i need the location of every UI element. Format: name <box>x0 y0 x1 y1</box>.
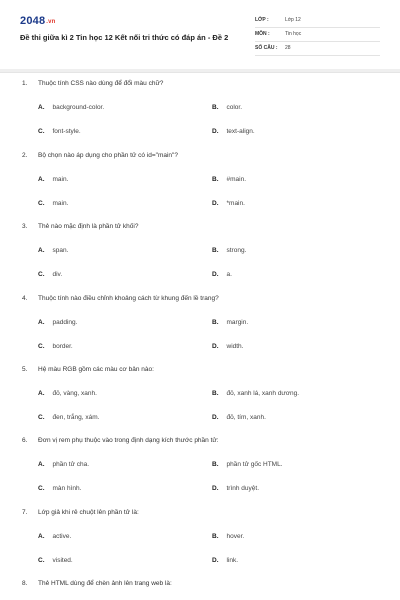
option-d[interactable] <box>212 485 259 492</box>
question-number: 1. <box>22 80 28 87</box>
option-a[interactable] <box>38 104 104 111</box>
option-b[interactable] <box>212 319 248 326</box>
question-line <box>0 223 400 235</box>
option-text: text-align. <box>226 128 255 135</box>
question-number: 8. <box>22 580 28 587</box>
logo-text: 2048 <box>20 15 46 27</box>
option-text: #main. <box>226 176 247 183</box>
option-letter: A. <box>38 533 45 540</box>
question-text: Thẻ nào mặc định là phần tử khối? <box>38 223 139 230</box>
option-text: đỏ, tím, xanh. <box>226 414 266 421</box>
question-text: Hệ màu RGB gồm các màu cơ bản nào: <box>38 366 154 373</box>
option-letter: B. <box>212 104 219 111</box>
option-letter: B. <box>212 533 219 540</box>
exam-title: Đề thi giữa kì 2 Tin học 12 Kết nối tri thức có đáp án - Đề 2 <box>20 33 229 42</box>
option-text: background-color. <box>52 104 105 111</box>
question-text: Đơn vị rem phụ thuộc vào trong định dạng kích thước phần tử: <box>38 437 219 444</box>
option-b[interactable] <box>212 247 246 254</box>
option-row <box>0 128 400 140</box>
option-text: link. <box>226 557 239 564</box>
option-letter: A. <box>38 390 45 397</box>
option-c[interactable] <box>38 414 99 421</box>
option-letter: B. <box>212 319 219 326</box>
question-line <box>0 295 400 307</box>
option-text: phần tử gốc HTML. <box>226 461 283 468</box>
option-a[interactable] <box>38 247 68 254</box>
option-text: main. <box>52 176 69 183</box>
option-text: màn hình. <box>52 485 82 492</box>
option-a[interactable] <box>38 390 97 397</box>
question-line <box>0 437 400 449</box>
option-c[interactable] <box>38 200 68 207</box>
option-row <box>0 414 400 426</box>
option-d[interactable] <box>212 343 243 350</box>
question-6 <box>0 437 400 497</box>
option-letter: B. <box>212 176 219 183</box>
option-text: đỏ, xanh lá, xanh dương. <box>226 390 300 397</box>
option-letter: D. <box>212 343 219 350</box>
option-row <box>0 200 400 212</box>
question-text: Thuộc tính nào điều chỉnh khoảng cách từ khung đến lề trang? <box>38 295 219 302</box>
option-c[interactable] <box>38 485 81 492</box>
question-text: Thẻ HTML dùng để chèn ảnh lên trang web là: <box>38 580 172 587</box>
question-number: 2. <box>22 152 28 159</box>
option-d[interactable] <box>212 128 255 135</box>
option-text: a. <box>226 271 232 278</box>
option-text: strong. <box>226 247 247 254</box>
option-letter: B. <box>212 390 219 397</box>
site-logo[interactable] <box>20 15 56 27</box>
question-1 <box>0 80 400 140</box>
option-row <box>0 461 400 473</box>
question-line <box>0 80 400 92</box>
option-row <box>0 343 400 355</box>
option-letter: C. <box>38 200 45 207</box>
option-d[interactable] <box>212 414 266 421</box>
option-row <box>0 557 400 569</box>
question-2 <box>0 152 400 212</box>
option-letter: D. <box>212 128 219 135</box>
question-7 <box>0 509 400 569</box>
option-letter: C. <box>38 128 45 135</box>
meta-value: 28 <box>285 45 291 51</box>
option-text: hover. <box>226 533 245 540</box>
meta-question-count <box>255 42 380 56</box>
question-3 <box>0 223 400 283</box>
meta-value: Lớp 12 <box>285 17 301 23</box>
option-row <box>0 319 400 331</box>
option-text: padding. <box>52 319 78 326</box>
option-d[interactable] <box>212 271 232 278</box>
option-text: main. <box>52 200 69 207</box>
meta-value: Tin học <box>285 31 302 37</box>
option-b[interactable] <box>212 461 283 468</box>
option-letter: B. <box>212 461 219 468</box>
option-text: margin. <box>226 319 249 326</box>
option-letter: D. <box>212 414 219 421</box>
page-header <box>0 0 400 72</box>
header-divider <box>0 69 400 73</box>
option-row <box>0 485 400 497</box>
option-letter: D. <box>212 485 219 492</box>
question-text: Bộ chọn nào áp dụng cho phần tử có id="main"? <box>38 152 178 159</box>
question-number: 3. <box>22 223 28 230</box>
option-letter: A. <box>38 461 45 468</box>
option-c[interactable] <box>38 343 73 350</box>
option-text: phần tử cha. <box>52 461 90 468</box>
option-letter: A. <box>38 319 45 326</box>
logo-suffix: .vn <box>46 19 56 25</box>
question-line <box>0 152 400 164</box>
option-text: active. <box>52 533 72 540</box>
option-a[interactable] <box>38 319 77 326</box>
option-text: width. <box>226 343 244 350</box>
option-c[interactable] <box>38 557 73 564</box>
option-c[interactable] <box>38 271 62 278</box>
option-letter: B. <box>212 247 219 254</box>
option-letter: C. <box>38 343 45 350</box>
question-number: 5. <box>22 366 28 373</box>
option-row <box>0 176 400 188</box>
question-line <box>0 580 400 592</box>
option-letter: A. <box>38 247 45 254</box>
option-letter: D. <box>212 271 219 278</box>
option-text: div. <box>52 271 63 278</box>
option-b[interactable] <box>212 390 299 397</box>
option-text: font-style. <box>52 128 81 135</box>
option-b[interactable] <box>212 104 242 111</box>
option-a[interactable] <box>38 176 68 183</box>
meta-subject <box>255 28 380 42</box>
option-letter: A. <box>38 104 45 111</box>
question-4 <box>0 295 400 355</box>
meta-key: SỐ CÂU : <box>255 45 278 51</box>
question-text: Thuộc tính CSS nào dùng để đổi màu chữ? <box>38 80 164 87</box>
option-text: đỏ, vàng, xanh. <box>52 390 97 397</box>
question-number: 4. <box>22 295 28 302</box>
meta-key: LỚP : <box>255 17 269 23</box>
option-row <box>0 533 400 545</box>
option-letter: C. <box>38 414 45 421</box>
option-letter: D. <box>212 200 219 207</box>
option-row <box>0 104 400 116</box>
option-text: visited. <box>52 557 73 564</box>
option-d[interactable] <box>212 557 238 564</box>
option-text: *main. <box>226 200 245 207</box>
option-text: trình duyệt. <box>226 485 260 492</box>
question-number: 7. <box>22 509 28 516</box>
option-letter: D. <box>212 557 219 564</box>
question-line <box>0 366 400 378</box>
option-text: span. <box>52 247 69 254</box>
option-letter: C. <box>38 271 45 278</box>
option-letter: C. <box>38 485 45 492</box>
option-b[interactable] <box>212 533 244 540</box>
option-row <box>0 247 400 259</box>
option-letter: A. <box>38 176 45 183</box>
question-5 <box>0 366 400 426</box>
option-letter: C. <box>38 557 45 564</box>
question-number: 6. <box>22 437 28 444</box>
question-line <box>0 509 400 521</box>
meta-key: MÔN : <box>255 31 270 37</box>
option-a[interactable] <box>38 533 71 540</box>
option-row <box>0 390 400 402</box>
meta-class <box>255 14 380 28</box>
option-text: color. <box>226 104 243 111</box>
option-text: đen, trắng, xám. <box>52 414 100 421</box>
option-a[interactable] <box>38 461 89 468</box>
question-8 <box>0 580 400 592</box>
option-c[interactable] <box>38 128 81 135</box>
option-d[interactable] <box>212 200 245 207</box>
option-text: border. <box>52 343 73 350</box>
option-row <box>0 271 400 283</box>
question-text: Lớp giả khi rê chuột lên phần tử là: <box>38 509 139 516</box>
option-b[interactable] <box>212 176 246 183</box>
